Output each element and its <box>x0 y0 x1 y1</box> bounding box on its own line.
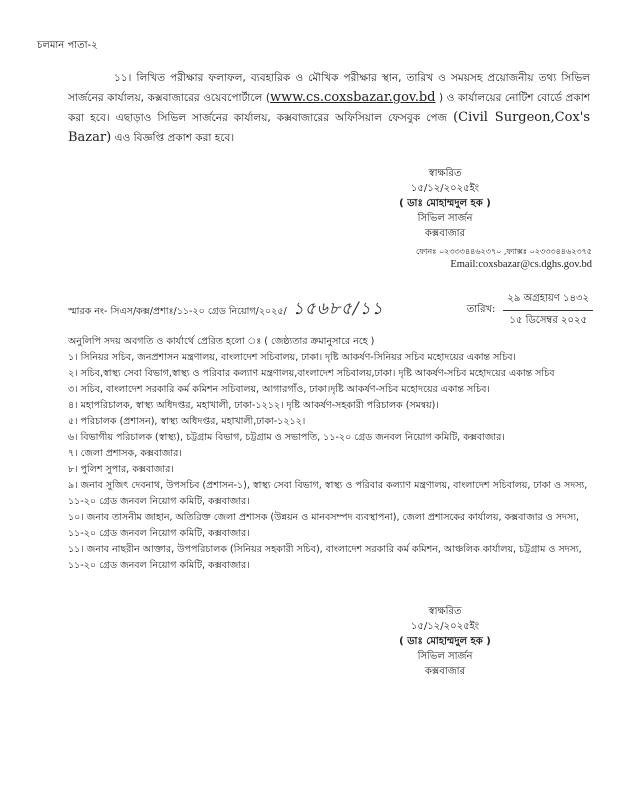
cc-list-item: ১। সিনিয়র সচিব, জনপ্রশাসন মন্ত্রণালয়, বাংলাদেশ সচিবালয়, ঢাকা। দৃষ্টি আকর্ষণ-সিনিয়র সচিব মহোদয়ের একান্ত সচিব। <box>68 352 516 363</box>
cc-list-item: ২। সচিব,স্বাস্থ্য সেবা বিভাগ,স্বাস্থ্য ও পরিবার কল্যাণ মন্ত্রণালয়,বাংলাদেশ সচিবালয়,ঢাকা। দৃষ্টি আকর্ষণ-সচিব মহোদয়ের একান্ত সচিব <box>68 368 555 379</box>
para-text-2: ) ও কার্যালয়ের নোটিশ বোর্ডে প্রকাশ করা হবে। এছাড়াও সিভিল সার্জনের কার্যালয়, কক্সবাজারের অফিসিয়াল ফেসবুক পেজ <box>68 92 590 124</box>
signed-label: স্বাক্ষরিত <box>428 168 462 179</box>
cc-list-item: ১০। জনাব তাসনীম জাহান, অতিরিক্ত জেলা প্রশাসক (উন্নয়ন ও মানবসম্পদ ব্যবস্থাপনা), জেলা প্রশাসকের কার্যালয়, কক্সবাজার ও সদস্য, ১১-২০ গ্রেড জনবল নিয়োগ কমিটি, কক্সবাজার। <box>68 512 580 539</box>
cc-list-item: ৫। পরিচালক (প্রশাসন), স্বাস্থ্য অধিদপ্তর, মহাখালী,ঢাকা-১২১২। <box>68 416 306 427</box>
notice-paragraph <box>68 69 590 148</box>
phone-fax: ফোনঃ ০২৩৩৩৪৪৬২৩৭০ ,ফ্যাক্সঃ ০২৩৩৩৪৪৬২৩৭৫ <box>415 247 592 256</box>
cc-list-item: ৯। জনাব সুজিৎ দেবনাথ, উপসচিব (প্রশাসন-১), স্বাস্থ্য সেবা বিভাগ, স্বাস্থ্য ও পরিবার কল্যাণ মন্ত্রণালয়, বাংলাদেশ সচিবালয়, ঢাকা ও সদস্য, ১১-২০ গ্রেড জনবল নিয়োগ কমিটি, কক্সবাজার। <box>68 480 588 507</box>
website-link[interactable]: www.cs.coxsbazar.gov.bd <box>270 90 436 105</box>
cc-list-item: ৩। সচিব, বাংলাদেশ সরকারি কর্ম কমিশন সচিবালয়, আগারগাঁও, ঢাকা।দৃষ্টি আকর্ষণ-সচিব মহোদয়ের একান্ত সচিব। <box>68 384 490 395</box>
handwritten-memo-number: ১৫৬৮৫/১১ <box>292 299 384 319</box>
date-english: ১৫ ডিসেম্বর ২০২৫ <box>509 315 587 326</box>
cc-list-item: ৬। বিভাগীয় পরিচালক (স্বাস্থ্য), চট্টগ্রাম বিভাগ, চট্টগ্রাম ও সভাপতি, ১১-২০ গ্রেড জনবল নিয়োগ কমিটি, কক্সবাজার। <box>68 432 505 443</box>
email-address: Email:coxsbazar@cs.dghs.gov.bd <box>450 259 592 270</box>
signature-date: ১৫/১২/২০২৫ইং <box>410 183 480 194</box>
signed-label: স্বাক্ষরিত <box>428 606 462 617</box>
cc-list-item: ১১। জনাব নাছরীন আক্তার, উপপরিচালক (সিনিয়র সহকারী সচিব), বাংলাদেশ সরকারি কর্ম কমিশন, আঞ্চলিক কার্যালয়, চট্টগ্রাম ও সদস্য, ১১-২০ গ্রেড জনবল নিয়োগ কমিটি, কক্সবাজার। <box>68 544 582 571</box>
para-text-1: ১১। লিখিত পরীক্ষার ফলাফল, ব্যবহারিক ও মৌখিক পরীক্ষার স্থান, তারিখ ও সময়সহ প্রয়োজনীয় তথ্য সিভিল সার্জনের কার্যালয়, কক্সবাজারের ওয়েবপোর্টালে ( <box>68 72 590 104</box>
memo-label: স্মারক নং- সিএস/কক্স/প্রশাঃ/১১-২০ গ্রেড নিয়োগ/২০২৫/ <box>68 306 287 317</box>
memo-number <box>68 299 457 322</box>
memo-date <box>467 291 593 330</box>
date-label: তারিখ: <box>466 304 496 315</box>
signatory-location: কক্সবাজার <box>424 666 466 677</box>
memo-row <box>68 291 593 330</box>
contact-info <box>237 245 592 271</box>
cc-heading: অনুলিপি সদয় অবগতি ও কার্যার্থে প্রেরিত হলো ঃ ( জেষ্ঠ্যতার ক্রমানুসারে নহে ) <box>68 336 375 347</box>
signatory-designation: সিভিল সার্জন <box>417 213 473 224</box>
cc-list-item: ৭। জেলা প্রশাসক, কক্সবাজার। <box>68 448 182 459</box>
signature-date: ১৫/১২/২০২৫ইং <box>410 621 480 632</box>
signatory-location: কক্সবাজার <box>424 228 466 239</box>
signature-block-top <box>360 166 530 241</box>
signatory-name: ( ডাঃ মোহাম্মদুল হক ) <box>399 636 491 647</box>
cc-list <box>68 350 593 574</box>
signature-block-bottom <box>360 604 530 679</box>
facebook-page-name: (Civil Surgeon,Cox's Bazar) <box>68 110 590 145</box>
continued-page-label: চলমান পাতা-২ <box>37 40 98 51</box>
cc-list-item: ৪। মহাপরিচালক, স্বাস্থ্য অধিদপ্তর, মহাখালী, ঢাকা-১২১২। দৃষ্টি আকর্ষণ-সহকারী পরিচালক (সমন্বয়)। <box>68 400 439 411</box>
signatory-name: ( ডাঃ মোহাম্মদুল হক ) <box>399 198 491 209</box>
cc-list-item: ৮। পুলিশ সুপার, কক্সবাজার। <box>68 464 174 475</box>
date-bangla: ২৯ অগ্রহায়ণ ১৪৩২ <box>503 291 593 311</box>
signatory-designation: সিভিল সার্জন <box>417 651 473 662</box>
para-text-3: এও বিজ্ঞপ্তি প্রকাশ করা হবে। <box>111 132 235 144</box>
